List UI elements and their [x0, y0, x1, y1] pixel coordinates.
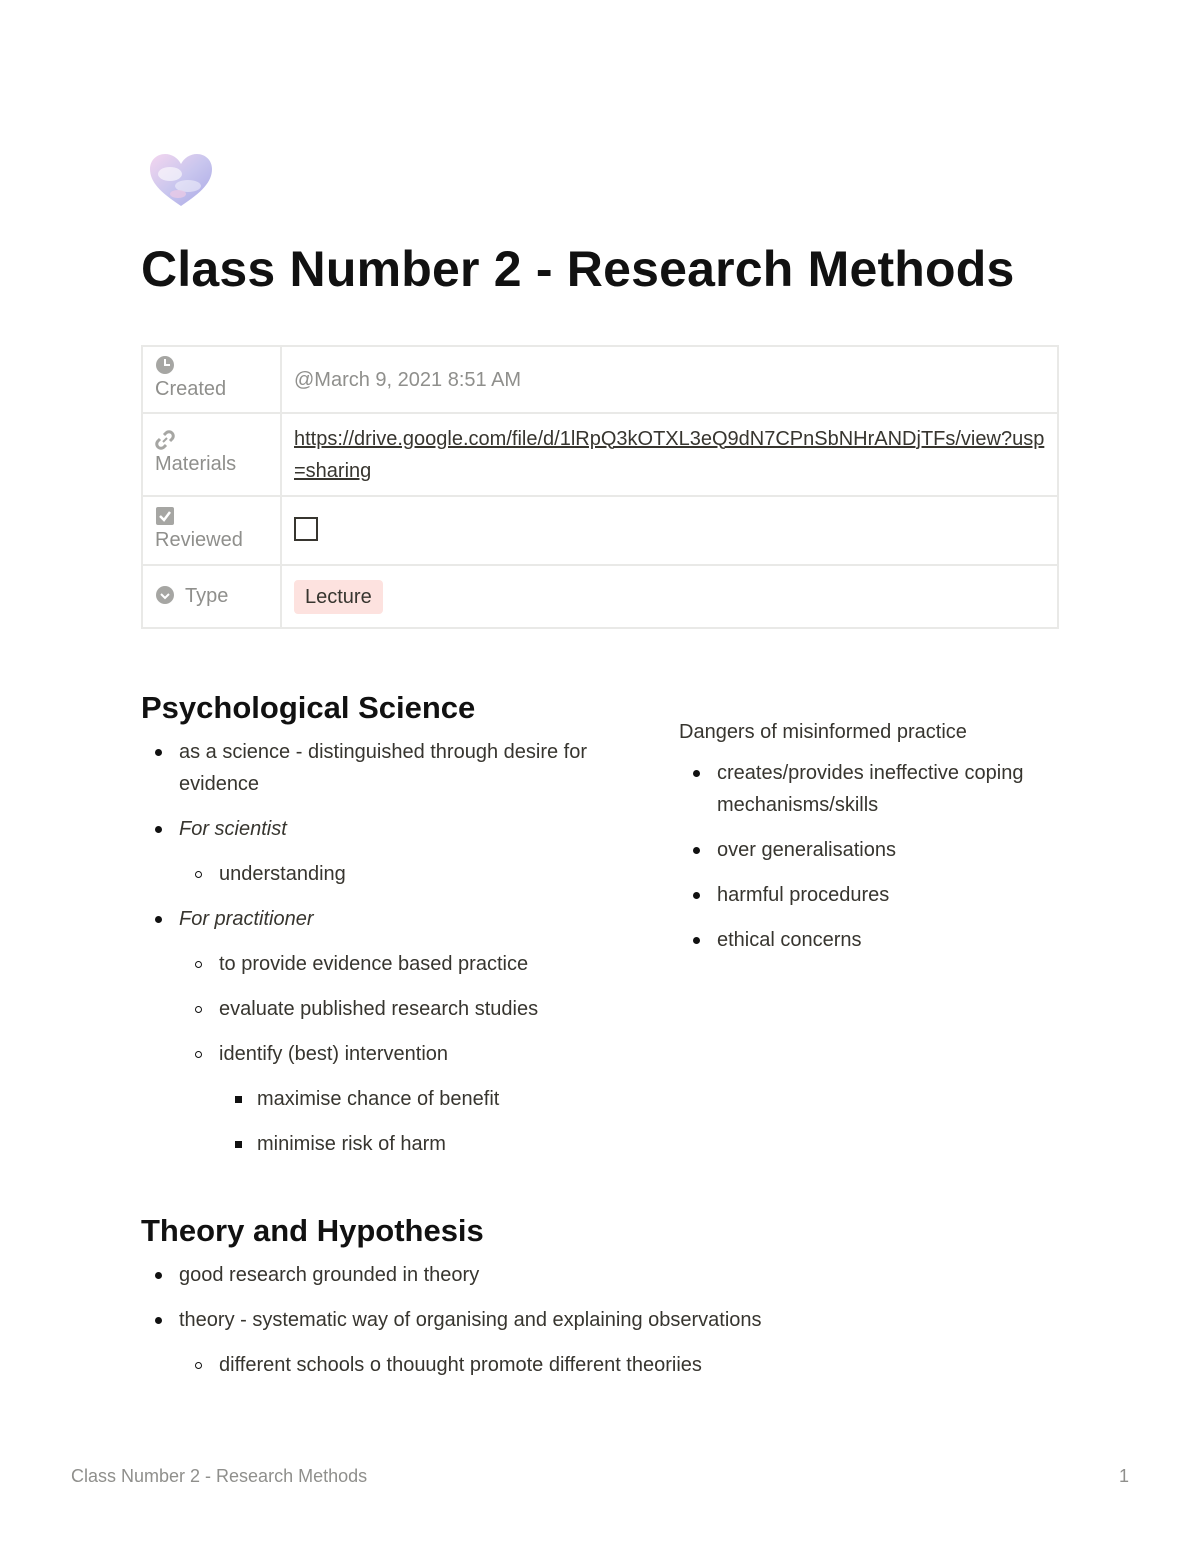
- list-item-text: For practitioner: [179, 908, 314, 930]
- property-label: Type: [185, 585, 229, 607]
- property-row-materials: [142, 413, 1058, 496]
- bullet-icon: [155, 826, 162, 833]
- bullet-icon: [195, 961, 202, 968]
- link-icon: [155, 430, 175, 450]
- property-table: [141, 345, 1059, 629]
- property-row-type: [142, 565, 1058, 628]
- bullet-icon: [195, 1362, 202, 1369]
- list-item: [179, 1349, 1041, 1381]
- section-heading: Psychological Science: [141, 690, 476, 725]
- bullet-icon: [235, 1096, 242, 1103]
- list-item: [219, 1128, 651, 1160]
- bullet-icon: [693, 847, 700, 854]
- list-item: [679, 924, 1079, 956]
- list-item-text: different schools o thouught promote different theoriies: [219, 1354, 702, 1376]
- page-number: 1: [1118, 1466, 1129, 1486]
- dangers-intro: Dangers of misinformed practice: [679, 721, 967, 743]
- list-item-text: identify (best) intervention: [219, 1043, 449, 1065]
- heart-icon[interactable]: [148, 152, 214, 208]
- list-item-text: maximise chance of benefit: [257, 1088, 500, 1110]
- list-item-text: as a science - distinguished through desire for evidence: [179, 741, 588, 795]
- bullet-icon: [195, 871, 202, 878]
- list-item-text: For scientist: [179, 818, 287, 840]
- list-item: [179, 948, 651, 980]
- list-item-text: theory - systematic way of organising and explaining observations: [179, 1309, 762, 1331]
- reviewed-checkbox[interactable]: [294, 517, 318, 541]
- list-item: [219, 1083, 651, 1115]
- bullet-icon: [693, 892, 700, 899]
- property-row-created: [142, 346, 1058, 413]
- bullet-icon: [155, 916, 162, 923]
- list-item-text: good research grounded in theory: [179, 1264, 480, 1286]
- dangers-section: [679, 716, 1079, 969]
- list-item-text: to provide evidence based practice: [219, 953, 529, 975]
- materials-link[interactable]: https://drive.google.com/file/d/1lRpQ3kOTXL3eQ9dN7CPnSbNHrANDjTFs/view?usp=sharing: [294, 427, 1045, 482]
- bullet-icon: [693, 937, 700, 944]
- checkbox-icon: [155, 506, 175, 526]
- list-item-text: creates/provides ineffective coping mechanisms/skills: [717, 762, 1024, 816]
- bullet-icon: [235, 1141, 242, 1148]
- list-item: [141, 813, 651, 890]
- type-tag[interactable]: Lecture: [294, 580, 383, 614]
- theory-section: [141, 1213, 1041, 1394]
- bullet-icon: [155, 749, 162, 756]
- property-name-created: [142, 346, 281, 413]
- list-item: [179, 1038, 651, 1160]
- property-name-reviewed: [142, 496, 281, 565]
- list-item-text: understanding: [219, 863, 346, 885]
- list-item: [679, 879, 1079, 911]
- property-label: Reviewed: [155, 529, 243, 551]
- page-title: Class Number 2 - Research Methods: [141, 241, 1015, 297]
- list-item: [141, 736, 651, 800]
- list-item-text: minimise risk of harm: [257, 1133, 446, 1155]
- property-name-materials: [142, 413, 281, 496]
- bullet-icon: [155, 1272, 162, 1279]
- list-item: [141, 903, 651, 1160]
- bullet-icon: [195, 1051, 202, 1058]
- bullet-icon: [693, 770, 700, 777]
- property-name-type: [142, 565, 281, 628]
- bullet-icon: [195, 1006, 202, 1013]
- list-item-text: harmful procedures: [717, 884, 890, 906]
- created-value[interactable]: @March 9, 2021 8:51 AM: [281, 346, 1058, 413]
- list-item: [179, 993, 651, 1025]
- list-item: [141, 1259, 1041, 1291]
- bullet-icon: [155, 1317, 162, 1324]
- list-item: [179, 858, 651, 890]
- list-item: [141, 1304, 1041, 1381]
- list-item-text: evaluate published research studies: [219, 998, 539, 1020]
- select-icon: [155, 585, 175, 605]
- list-item: [679, 757, 1079, 821]
- list-item-text: ethical concerns: [717, 929, 862, 951]
- list-item-text: over generalisations: [717, 839, 896, 861]
- property-row-reviewed: [142, 496, 1058, 565]
- section-heading: Theory and Hypothesis: [141, 1213, 484, 1248]
- property-label: Materials: [155, 453, 237, 475]
- footer-title: Class Number 2 - Research Methods: [71, 1466, 368, 1486]
- clock-icon: [155, 355, 175, 375]
- psychological-science-section: [141, 690, 651, 1173]
- list-item: [679, 834, 1079, 866]
- property-label: Created: [155, 378, 227, 400]
